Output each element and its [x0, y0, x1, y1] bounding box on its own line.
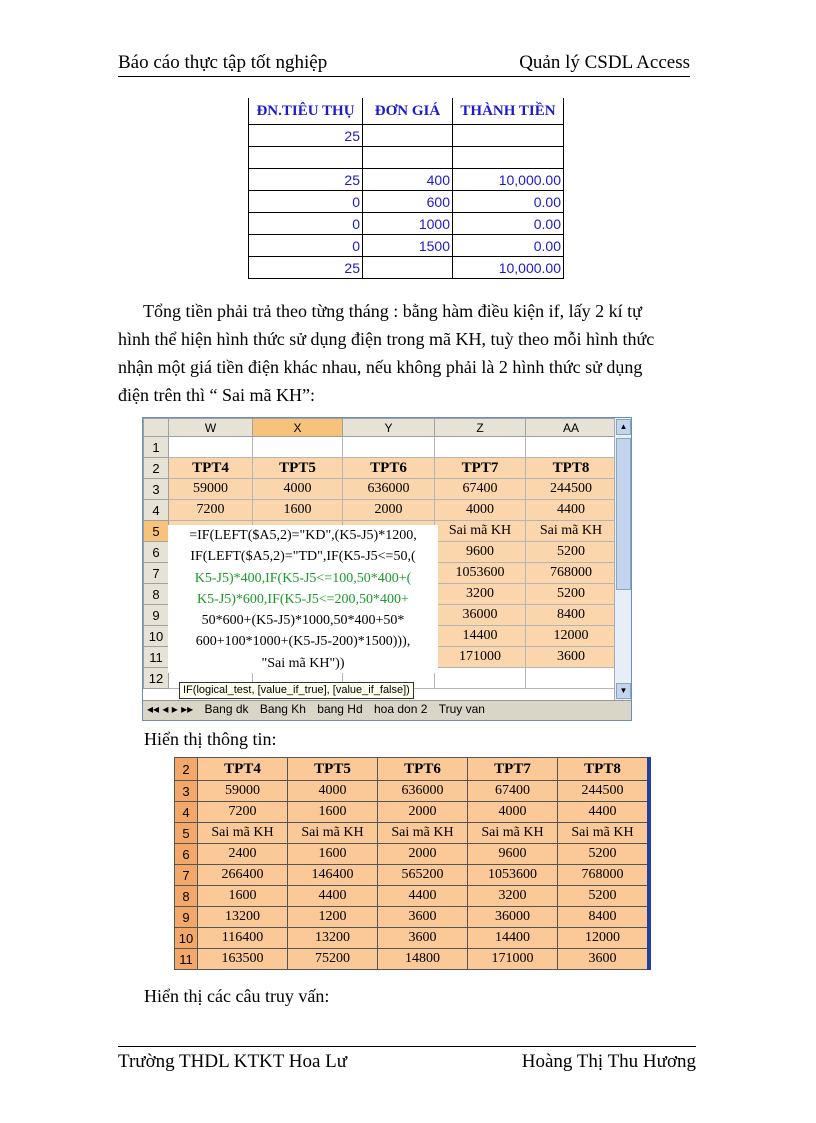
cell[interactable]: 1053600 — [435, 563, 526, 584]
formula-overlay[interactable] — [168, 525, 438, 673]
cell: 14400 — [468, 928, 558, 949]
table-row — [175, 865, 650, 886]
row-number[interactable]: 10 — [144, 626, 169, 647]
cell: 0 — [249, 213, 363, 235]
row-number: 6 — [175, 844, 198, 865]
cell[interactable]: 59000 — [169, 479, 253, 500]
cell: 1000 — [363, 213, 453, 235]
cell[interactable]: 2000 — [343, 500, 435, 521]
tab-nav-icon[interactable]: ◂◂ ◂ ▸ ▸▸ — [147, 702, 194, 716]
page-footer — [118, 1046, 696, 1075]
cell[interactable]: 4000 — [253, 479, 343, 500]
col-header: TPT8 — [558, 758, 650, 781]
cell[interactable]: 5200 — [526, 584, 617, 605]
row-number[interactable]: 11 — [144, 647, 169, 668]
cell: 25 — [249, 125, 363, 147]
table-row — [249, 169, 564, 191]
row-number: 4 — [175, 802, 198, 823]
column-header-aa[interactable]: AA — [526, 419, 617, 437]
cell[interactable]: 4400 — [526, 500, 617, 521]
col-header: ĐƠN GIÁ — [363, 98, 453, 125]
row-number: 3 — [175, 781, 198, 802]
corner-cell[interactable] — [144, 419, 169, 437]
cell: 1053600 — [468, 865, 558, 886]
row-number: 11 — [175, 949, 198, 970]
para-line: điện trên thì “ Sai mã KH”: — [118, 385, 315, 405]
col-header: TPT6 — [378, 758, 468, 781]
cell: 116400 — [198, 928, 288, 949]
cell: 565200 — [378, 865, 468, 886]
column-header-x[interactable]: X — [253, 419, 343, 437]
table-row — [175, 907, 650, 928]
cell[interactable]: 636000 — [343, 479, 435, 500]
cell[interactable]: 5200 — [526, 542, 617, 563]
cell[interactable]: 14400 — [435, 626, 526, 647]
cell: Sai mã KH — [558, 823, 650, 844]
cell — [363, 257, 453, 279]
cell[interactable]: 67400 — [435, 479, 526, 500]
cell: 13200 — [198, 907, 288, 928]
tab-bang-dk[interactable]: Bang dk — [204, 702, 249, 716]
body-paragraph — [118, 297, 683, 409]
col-header: TPT7 — [468, 758, 558, 781]
cell: Sai mã KH — [378, 823, 468, 844]
cell: 266400 — [198, 865, 288, 886]
cell: 10,000.00 — [453, 169, 564, 191]
cell: 636000 — [378, 781, 468, 802]
sheet-tab-bar — [143, 700, 631, 720]
cell[interactable]: 768000 — [526, 563, 617, 584]
cell[interactable] — [526, 668, 617, 689]
excel-row — [144, 437, 617, 458]
cell: 0.00 — [453, 213, 564, 235]
cell: 3600 — [378, 928, 468, 949]
row-number: 10 — [175, 928, 198, 949]
cell: 14800 — [378, 949, 468, 970]
cell[interactable] — [526, 437, 617, 458]
row-number[interactable]: 3 — [144, 479, 169, 500]
row-number: 2 — [175, 758, 198, 781]
header-left: Báo cáo thực tập tốt nghiệp — [118, 52, 328, 73]
cell[interactable]: 171000 — [435, 647, 526, 668]
table-row — [249, 191, 564, 213]
row-number[interactable]: 1 — [144, 437, 169, 458]
cell: 8400 — [558, 907, 650, 928]
cell: 171000 — [468, 949, 558, 970]
excel-row — [144, 458, 617, 479]
cell: 400 — [363, 169, 453, 191]
cell: 4400 — [558, 802, 650, 823]
cell: 0 — [249, 235, 363, 257]
scroll-thumb[interactable] — [616, 438, 631, 590]
table-row — [175, 949, 650, 970]
scroll-up-icon[interactable]: ▲ — [616, 419, 631, 435]
scroll-down-icon[interactable]: ▼ — [616, 683, 631, 699]
para-line: nhận một giá tiền điện khác nhau, nếu không phải là 2 hình thức sử dụng — [118, 357, 643, 377]
cell: 1600 — [288, 802, 378, 823]
cell[interactable]: TPT6 — [343, 458, 435, 479]
result-table — [174, 757, 651, 970]
cell: 2000 — [378, 844, 468, 865]
tab-hoa-don-2[interactable]: hoa don 2 — [374, 702, 428, 716]
cell[interactable]: Sai mã KH — [526, 521, 617, 542]
row-number[interactable]: 6 — [144, 542, 169, 563]
cell: 600 — [363, 191, 453, 213]
cell[interactable]: Sai mã KH — [435, 521, 526, 542]
cell[interactable]: 4000 — [435, 500, 526, 521]
cell: 4000 — [288, 781, 378, 802]
cell: 2400 — [198, 844, 288, 865]
excel-row — [144, 479, 617, 500]
row-number[interactable]: 9 — [144, 605, 169, 626]
cell: 67400 — [468, 781, 558, 802]
cell: 1600 — [288, 844, 378, 865]
row-number[interactable]: 4 — [144, 500, 169, 521]
label-display: Hiển thị thông tin: — [144, 729, 277, 749]
cell: 3200 — [468, 886, 558, 907]
cell: 2000 — [378, 802, 468, 823]
formula-line: IF(LEFT($A5,2)="TD",IF(K5-J5<=50,( — [190, 549, 416, 565]
cell — [363, 125, 453, 147]
tab-bang-hd[interactable]: bang Hd — [317, 702, 363, 716]
cell[interactable]: 7200 — [169, 500, 253, 521]
cell: 244500 — [558, 781, 650, 802]
cell[interactable]: 9600 — [435, 542, 526, 563]
column-header-w[interactable]: W — [169, 419, 253, 437]
formula-line: 600+100*1000+(K5-J5-200)*1500))), — [195, 634, 411, 650]
cell: 4000 — [468, 802, 558, 823]
cell[interactable] — [343, 437, 435, 458]
col-header: ĐN.TIÊU THỤ — [249, 98, 363, 125]
cell: 1600 — [198, 886, 288, 907]
cell: 7200 — [198, 802, 288, 823]
formula-line: 50*600+(K5-J5)*1000,50*400+50* — [201, 613, 405, 629]
formula-line: =IF(LEFT($A5,2)="KD",(K5-J5)*1200, — [189, 528, 417, 543]
tab-bang-kh[interactable]: Bang Kh — [259, 702, 306, 716]
row-number: 5 — [175, 823, 198, 844]
excel-screenshot — [142, 417, 632, 721]
cell[interactable]: TPT8 — [526, 458, 617, 479]
cell[interactable]: 3600 — [526, 647, 617, 668]
cell[interactable]: 1600 — [253, 500, 343, 521]
table-row — [175, 802, 650, 823]
cell: 1500 — [363, 235, 453, 257]
vertical-scrollbar[interactable] — [614, 418, 631, 700]
cell: 5200 — [558, 886, 650, 907]
cell[interactable] — [435, 668, 526, 689]
cell — [249, 147, 363, 169]
column-header-row — [144, 419, 617, 437]
cell: 3600 — [558, 949, 650, 970]
cell: 25 — [249, 257, 363, 279]
cell[interactable]: TPT7 — [435, 458, 526, 479]
formula-line: K5-J5)*600,IF(K5-J5<=200,50*400+ — [197, 591, 409, 607]
table-row — [249, 125, 564, 147]
cell: Sai mã KH — [288, 823, 378, 844]
cell: 9600 — [468, 844, 558, 865]
cell: 768000 — [558, 865, 650, 886]
table-row — [175, 844, 650, 865]
row-number: 7 — [175, 865, 198, 886]
cell: 146400 — [288, 865, 378, 886]
col-header: TPT4 — [198, 758, 288, 781]
table-row — [249, 213, 564, 235]
cell[interactable]: 3200 — [435, 584, 526, 605]
cell[interactable] — [169, 437, 253, 458]
cell: 13200 — [288, 928, 378, 949]
footer-left: Trường THDL KTKT Hoa Lư — [118, 1051, 348, 1072]
cell — [453, 147, 564, 169]
cell[interactable]: TPT4 — [169, 458, 253, 479]
cell: 25 — [249, 169, 363, 191]
cell: 36000 — [468, 907, 558, 928]
cell[interactable]: 244500 — [526, 479, 617, 500]
cell[interactable] — [253, 437, 343, 458]
cell: 4400 — [288, 886, 378, 907]
table-header-row — [249, 98, 564, 125]
row-number: 9 — [175, 907, 198, 928]
footer-right: Hoàng Thị Thu Hương — [521, 1051, 696, 1072]
col-header: THÀNH TIỀN — [453, 98, 564, 125]
cell: 0.00 — [453, 235, 564, 257]
para-line: hình thể hiện hình thức sử dụng điện trong mã KH, tuỳ theo mỗi hình thức — [118, 329, 655, 349]
row-number[interactable]: 12 — [144, 668, 169, 689]
cell: Sai mã KH — [198, 823, 288, 844]
formula-line: "Sai mã KH")) — [261, 655, 345, 671]
cell: 1200 — [288, 907, 378, 928]
cell: 0.00 — [453, 191, 564, 213]
table-row — [175, 823, 650, 844]
table-row — [249, 147, 564, 169]
excel-row — [144, 500, 617, 521]
cell[interactable]: 12000 — [526, 626, 617, 647]
cell[interactable] — [435, 437, 526, 458]
label-query: Hiển thị các câu truy vấn: — [144, 986, 330, 1006]
table-don-gia — [248, 98, 564, 279]
cell: 4400 — [378, 886, 468, 907]
function-tooltip: IF(logical_test, [value_if_true], [value_if_false]) — [179, 682, 414, 699]
row-number: 8 — [175, 886, 198, 907]
table-row — [249, 235, 564, 257]
cell[interactable]: TPT5 — [253, 458, 343, 479]
cell — [453, 125, 564, 147]
cell: 163500 — [198, 949, 288, 970]
table-row — [249, 257, 564, 279]
row-number[interactable]: 5 — [144, 521, 169, 542]
table-row — [175, 928, 650, 949]
cell: 12000 — [558, 928, 650, 949]
cell: 59000 — [198, 781, 288, 802]
table-header-row — [175, 758, 650, 781]
cell[interactable]: 8400 — [526, 605, 617, 626]
column-header-z[interactable]: Z — [435, 419, 526, 437]
table-row — [175, 886, 650, 907]
cell: 75200 — [288, 949, 378, 970]
header-right: Quản lý CSDL Access — [519, 52, 690, 73]
cell[interactable]: 36000 — [435, 605, 526, 626]
row-number[interactable]: 8 — [144, 584, 169, 605]
tab-truy-van[interactable]: Truy van — [438, 702, 485, 716]
cell: 0 — [249, 191, 363, 213]
table-row — [175, 781, 650, 802]
cell: Sai mã KH — [468, 823, 558, 844]
column-header-y[interactable]: Y — [343, 419, 435, 437]
formula-line: K5-J5)*400,IF(K5-J5<=100,50*400+( — [194, 570, 412, 586]
cell: 3600 — [378, 907, 468, 928]
cell — [363, 147, 453, 169]
page-header — [118, 52, 690, 77]
row-number[interactable]: 2 — [144, 458, 169, 479]
cell: 5200 — [558, 844, 650, 865]
para-line: Tổng tiền phải trả theo từng tháng : bằng hàm điều kiện if, lấy 2 kí tự — [143, 301, 642, 321]
row-number[interactable]: 7 — [144, 563, 169, 584]
cell: 10,000.00 — [453, 257, 564, 279]
col-header: TPT5 — [288, 758, 378, 781]
